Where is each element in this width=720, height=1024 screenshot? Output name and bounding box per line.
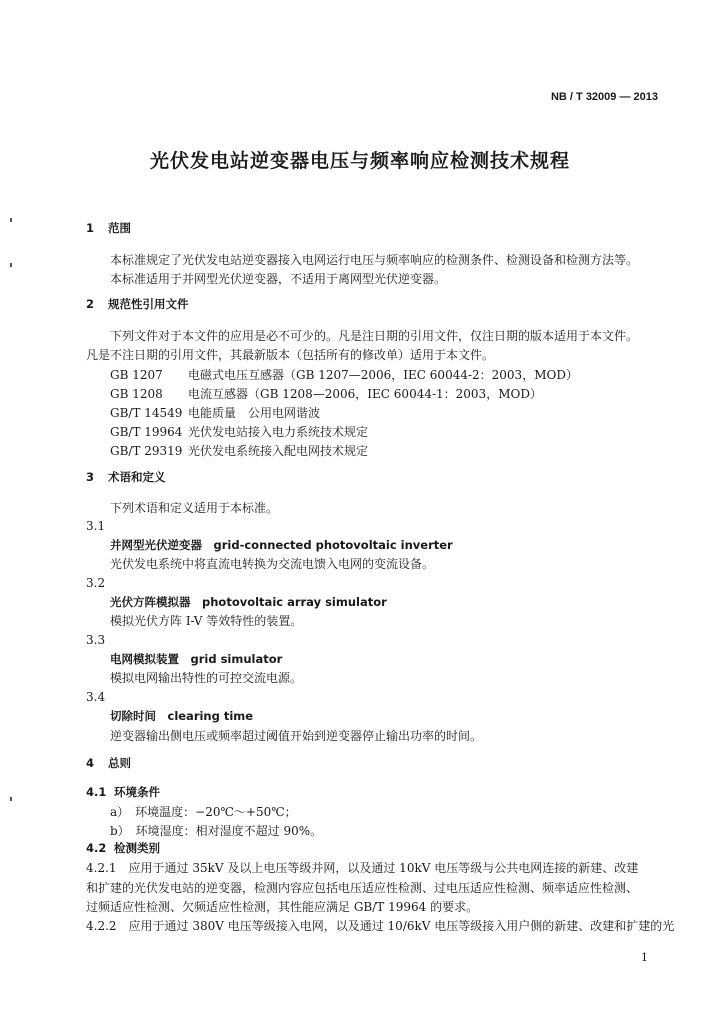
reference-item: GB 1207 电磁式电压互感器（GB 1207—2006，IEC 60044-2：2003，MOD）: [110, 368, 578, 382]
subsection-4-2-heading: 4.2 检测类别: [86, 841, 160, 855]
scan-speck: [10, 797, 12, 801]
term-number: 3.2: [86, 576, 106, 590]
subsection-4-1-heading: 4.1 环境条件: [86, 785, 160, 799]
term-definition: 模拟电网输出特性的可控交流电源。: [110, 671, 303, 685]
reference-item: GB/T 14549 电能质量 公用电网谐波: [110, 406, 321, 420]
list-item-b: b） 环境湿度：相对湿度不超过 90%。: [110, 824, 323, 838]
term-definition: 逆变器输出侧电压或频率超过阈值开始到逆变器停止输出功率的时间。: [110, 729, 483, 743]
section-3-intro: 下列术语和定义适用于本标准。: [110, 501, 279, 515]
document-title: 光伏发电站逆变器电压与频率响应检测技术规程: [149, 150, 570, 172]
clause-4-2-1-line-1: 4.2.1 应用于通过 35kV 及以上电压等级并网，以及通过 10kV 电压等级与公共电网连接的新建、改建: [86, 861, 639, 875]
standard-code: NB / T 32009 — 2013: [550, 91, 658, 103]
reference-item: GB/T 19964 光伏发电站接入电力系统技术规定: [110, 425, 369, 439]
list-item-a: a） 环境温度：−20℃～+50℃；: [110, 805, 297, 819]
term-definition: 光伏发电系统中将直流电转换为交流电馈入电网的变流设备。: [110, 557, 435, 571]
page-number: 1: [641, 951, 648, 964]
section-1-para-2: 本标准适用于并网型光伏逆变器，不适用于离网型光伏逆变器。: [110, 272, 447, 286]
term-number: 3.4: [86, 690, 106, 704]
term-definition: 模拟光伏方阵 I-V 等效特性的装置。: [110, 614, 303, 628]
term-name: 切除时间 clearing time: [110, 709, 254, 723]
term-number: 3.3: [86, 633, 106, 647]
clause-4-2-1-line-3: 过频适应性检测、欠频适应性检测，其性能应满足 GB/T 19964 的要求。: [86, 900, 479, 914]
clause-4-2-1-line-2: 和扩建的光伏发电站的逆变器，检测内容应包括电压适应性检测、过电压适应性检测、频率适应性检测、: [86, 881, 639, 895]
section-2-para-line-1: 下列文件对于本文件的应用是必不可少的。凡是注日期的引用文件，仅注日期的版本适用于本文件。: [110, 329, 639, 343]
term-number: 3.1: [86, 519, 106, 533]
section-3-heading: 3 术语和定义: [86, 470, 166, 484]
term-name: 光伏方阵模拟器 photovoltaic array simulator: [110, 595, 387, 609]
section-1-para-1: 本标准规定了光伏发电站逆变器接入电网运行电压与频率响应的检测条件、检测设备和检测方法等。: [110, 253, 639, 267]
section-2-heading: 2 规范性引用文件: [86, 297, 189, 311]
section-1-heading: 1 范围: [86, 221, 131, 235]
scan-speck: [10, 263, 12, 267]
term-name: 并网型光伏逆变器 grid-connected photovoltaic inverter: [110, 538, 453, 552]
section-4-heading: 4 总则: [86, 756, 131, 770]
scan-speck: [10, 218, 12, 222]
section-2-para-line-2: 凡是不注日期的引用文件，其最新版本（包括所有的修改单）适用于本文件。: [86, 348, 495, 362]
clause-4-2-2-line-1: 4.2.2 应用于通过 380V 电压等级接入电网，以及通过 10/6kV 电压等级接入用户侧的新建、改建和扩建的光: [86, 919, 675, 933]
term-name: 电网模拟装置 grid simulator: [110, 652, 283, 666]
reference-item: GB 1208 电流互感器（GB 1208—2006，IEC 60044-1：2003，MOD）: [110, 387, 542, 401]
reference-item: GB/T 29319 光伏发电系统接入配电网技术规定: [110, 444, 369, 458]
